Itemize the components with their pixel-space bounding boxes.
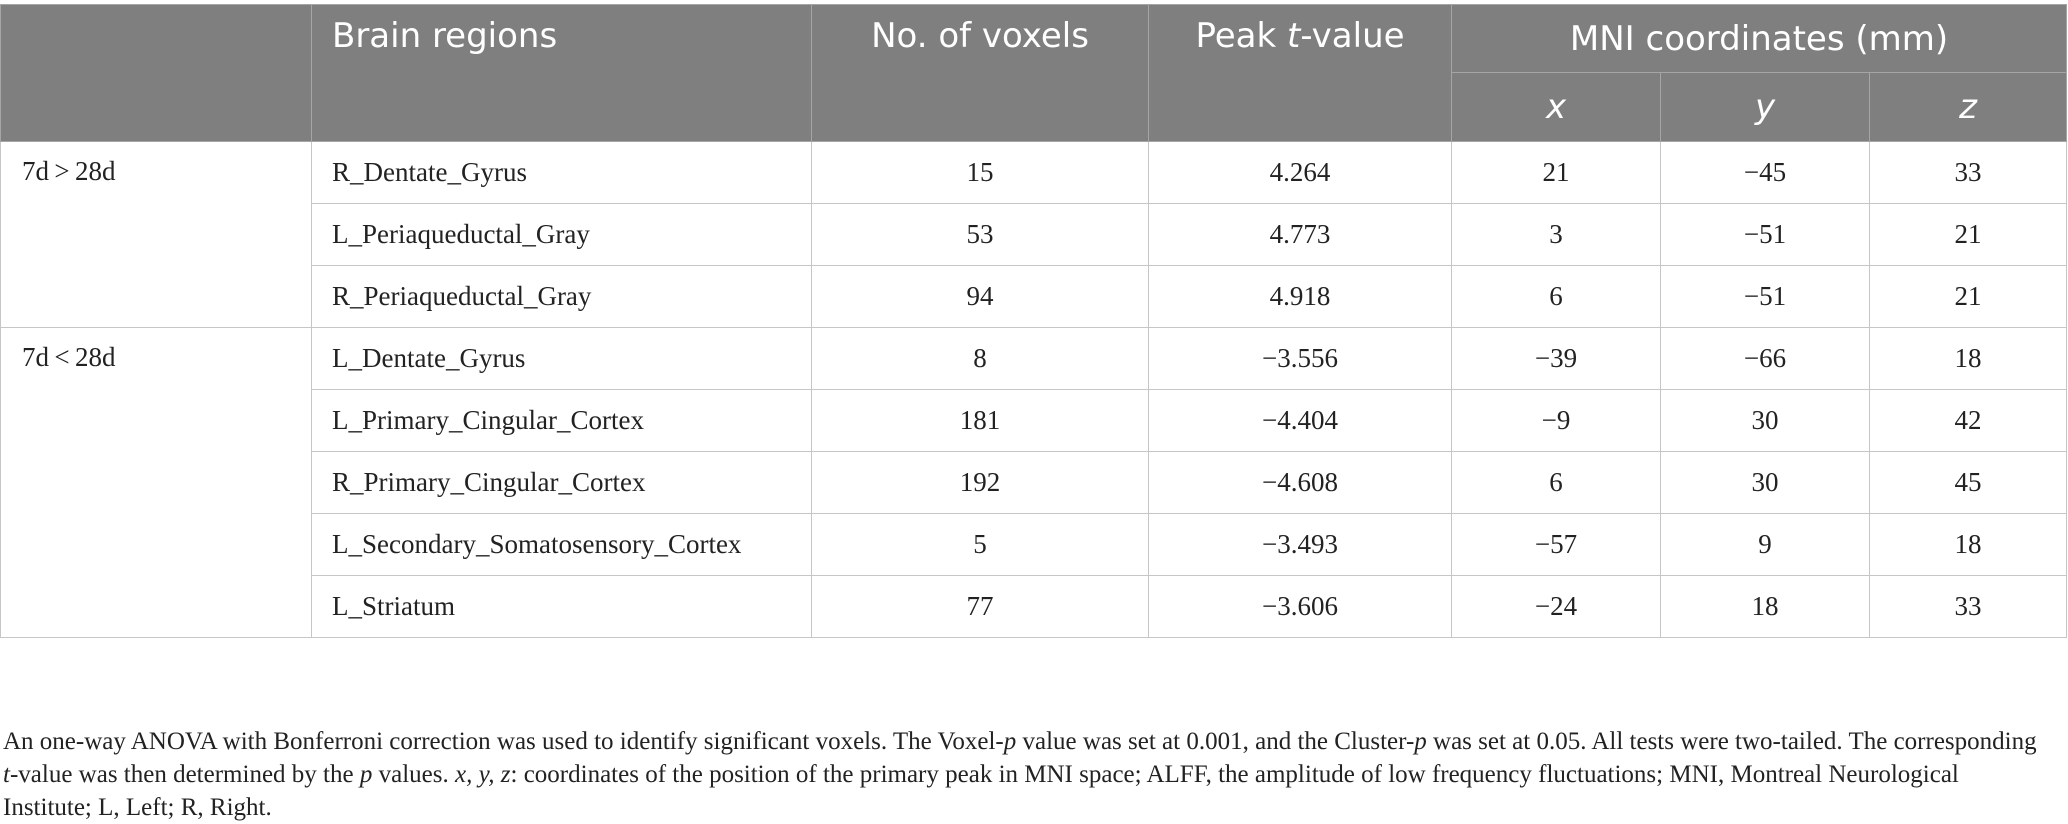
voxels-cell: 192 <box>812 452 1149 514</box>
footnote-text: An one-way ANOVA with Bonferroni correction was used to identify significant voxels. The Voxel- <box>3 728 1004 755</box>
region-cell: L_Secondary_Somatosensory_Cortex <box>312 514 812 576</box>
footnote-text: values. <box>372 761 455 788</box>
t-value-cell: −3.606 <box>1149 576 1452 638</box>
y-cell: 30 <box>1661 390 1870 452</box>
y-cell: −51 <box>1661 266 1870 328</box>
z-cell: 45 <box>1870 452 2067 514</box>
header-no-of-voxels: No. of voxels <box>812 5 1149 142</box>
table-body <box>1 142 2067 638</box>
x-cell: −57 <box>1452 514 1661 576</box>
t-value-cell: −3.493 <box>1149 514 1452 576</box>
t-value-cell: 4.918 <box>1149 266 1452 328</box>
z-cell: 21 <box>1870 204 2067 266</box>
header-brain-regions: Brain regions <box>312 5 812 142</box>
y-cell: −45 <box>1661 142 1870 204</box>
region-cell: L_Periaqueductal_Gray <box>312 204 812 266</box>
y-cell: 9 <box>1661 514 1870 576</box>
x-cell: 3 <box>1452 204 1661 266</box>
x-cell: −39 <box>1452 328 1661 390</box>
region-cell: R_Primary_Cingular_Cortex <box>312 452 812 514</box>
region-cell: L_Primary_Cingular_Cortex <box>312 390 812 452</box>
t-value-cell: −3.556 <box>1149 328 1452 390</box>
x-cell: −9 <box>1452 390 1661 452</box>
z-cell: 33 <box>1870 576 2067 638</box>
table-header <box>1 5 2067 142</box>
t-value-cell: 4.264 <box>1149 142 1452 204</box>
table-footnote <box>3 725 2053 824</box>
group-label: 7d > 28d <box>1 142 312 328</box>
region-cell: R_Periaqueductal_Gray <box>312 266 812 328</box>
t-value-cell: −4.608 <box>1149 452 1452 514</box>
footnote-italic-t: t <box>3 761 10 788</box>
results-table <box>0 4 2067 638</box>
voxels-cell: 181 <box>812 390 1149 452</box>
footnote-italic-p: p <box>359 761 373 788</box>
header-y: y <box>1661 73 1870 142</box>
x-cell: 6 <box>1452 452 1661 514</box>
footnote-text: : coordinates of the position of the primary peak in MNI space; ALFF, the amplitude of low frequency fluctuations; MNI, Montreal Neurological Institute; L, Left; R, Right. <box>3 761 1959 821</box>
header-group-cell <box>1 5 312 142</box>
x-cell: 21 <box>1452 142 1661 204</box>
footnote-italic-p: p <box>1003 728 1017 755</box>
region-cell: L_Dentate_Gyrus <box>312 328 812 390</box>
t-value-cell: −4.404 <box>1149 390 1452 452</box>
footnote-italic-xyz: x, y, z <box>454 761 511 788</box>
z-cell: 18 <box>1870 514 2067 576</box>
header-peak-suffix: -value <box>1300 16 1405 56</box>
header-peak-t-value <box>1149 5 1452 142</box>
y-cell: −66 <box>1661 328 1870 390</box>
x-cell: −24 <box>1452 576 1661 638</box>
voxels-cell: 8 <box>812 328 1149 390</box>
voxels-cell: 5 <box>812 514 1149 576</box>
region-cell: R_Dentate_Gyrus <box>312 142 812 204</box>
footnote-italic-p: p <box>1414 728 1427 755</box>
table-row <box>1 328 2067 390</box>
header-mni-coordinates: MNI coordinates (mm) <box>1452 5 2067 73</box>
z-cell: 21 <box>1870 266 2067 328</box>
y-cell: −51 <box>1661 204 1870 266</box>
voxels-cell: 53 <box>812 204 1149 266</box>
y-cell: 30 <box>1661 452 1870 514</box>
x-cell: 6 <box>1452 266 1661 328</box>
voxels-cell: 77 <box>812 576 1149 638</box>
header-z: z <box>1870 73 2067 142</box>
footnote-text: was set at 0.05. All tests were two-tailed. The corresponding <box>1426 728 2037 755</box>
footnote-text: -value was then determined by the <box>9 761 360 788</box>
footnote-text: value was set at 0.001, and the Cluster- <box>1016 728 1415 755</box>
y-cell: 18 <box>1661 576 1870 638</box>
z-cell: 18 <box>1870 328 2067 390</box>
header-peak-t: t <box>1286 16 1301 56</box>
z-cell: 33 <box>1870 142 2067 204</box>
region-cell: L_Striatum <box>312 576 812 638</box>
group-label: 7d < 28d <box>1 328 312 638</box>
header-peak-prefix: Peak <box>1195 16 1287 56</box>
voxels-cell: 94 <box>812 266 1149 328</box>
table-row <box>1 142 2067 204</box>
z-cell: 42 <box>1870 390 2067 452</box>
header-x: x <box>1452 73 1661 142</box>
voxels-cell: 15 <box>812 142 1149 204</box>
t-value-cell: 4.773 <box>1149 204 1452 266</box>
